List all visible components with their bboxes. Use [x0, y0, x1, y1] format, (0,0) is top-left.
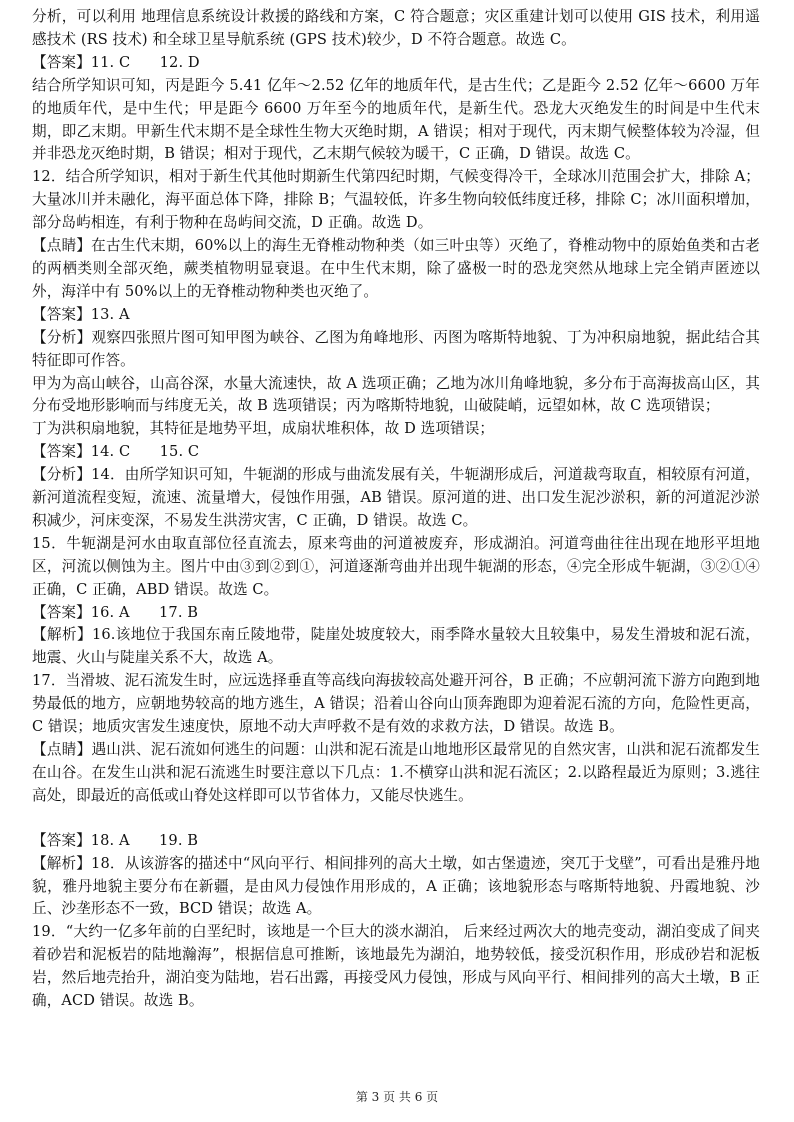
- paragraph-12-explanation: 12．结合所学知识，相对于新生代其他时期新生代第四纪时期，气候变得冷干，全球冰川范围会扩大，排除 A；大量冰川并未融化，海平面总体下降，排除 B；气温较低，许多生物向较低纬度迁移，排除 C；冰川面积增加，部分岛屿相连，有利于物种在岛屿间交流，D 正确。故选 D。: [32, 168, 760, 232]
- paragraph-11-explanation: 结合所学知识可知，丙是距今 5.41 亿年～2.52 亿年的地质年代，是古生代；乙是距今 2.52 亿年～6600 万年的地质年代，是中生代；甲是距今 6600 万年至今的地质年代，是新生代。恐龙大灭绝发生的时间是中生代末期，即乙末期。甲新生代末期不是全球性生物大灭绝时期，A 错误；相对于现代，丙末期气候整体较为冷湿，但并非恐龙灭绝时期，B 错误；相对于现代，乙末期气候较为暖干，C 正确，D 错误。故选 C。: [32, 76, 760, 163]
- paragraph-19-explanation: 19．“大约一亿多年前的白垩纪时，该地是一个巨大的淡水湖泊， 后来经过两次大的地壳变动，湖泊变成了间夹着砂岩和泥板岩的陆地瀚海”，根据信息可推断，该地最先为湖泊，地势较低，接受沉积作用，形成砂岩和泥板岩，然后地壳抬升，湖泊变为陆地，岩石出露，再接受风力侵蚀，形成与风向平行、相间排列的高大土墩，B 正确，ACD 错误。故选 B。: [32, 923, 760, 1010]
- tip-17: 【点睛】遇山洪、泥石流如何逃生的问题：山洪和泥石流是山地地形区最常见的自然灾害，山洪和泥石流都发生在山谷。在发生山洪和泥石流逃生时要注意以下几点：1.不横穿山洪和泥石流区；2.以路程最近为原则；3.逃往高处，即最近的高低或山脊处这样即可以节省体力，又能尽快逃生。: [32, 741, 760, 804]
- answer-line-14-15: 【答案】14. C 15. C: [32, 443, 200, 461]
- paragraph-analysis-11-tail: 分析，可以利用 地理信息系统设计救援的路线和方案，C 符合题意；灾区重建计划可以使用 GIS 技术，利用遥感技术 (RS 技术) 和全球卫星导航系统 (GPS 技术)较少，D 不符合题意。故选 C。: [32, 8, 760, 48]
- paragraph-13-explanation: 甲为为高山峡谷，山高谷深，水量大流速快，故 A 选项正确；乙地为冰川角峰地貌，多分布于高海拔高山区，其分布受地形影响而与纬度无关，故 B 选项错误；丙为喀斯特地貌，山破陡峭，远望如林，故 C 选项错误；: [32, 374, 760, 415]
- paragraph-17-explanation: 17．当滑坡、泥石流发生时，应远选择垂直等高线向海拔较高处避开河谷，B 正确；不应朝河流下游方向跑到地势最低的地方，应朝地势较高的地方逃生，A 错误；沿着山谷向山顶奔跑即为迎着泥石流的方向，危险性更高，C 错误；地质灾害发生速度快，原地不动大声呼救不是有效的求救方法，D 错误。故选 B。: [32, 672, 760, 736]
- analysis-14: 【分析】14．由所学知识可知，牛轭湖的形成与曲流发展有关，牛轭湖形成后，河道裁弯取直，相较原有河道，新河道流程变短，流速、流量增大，侵蚀作用强，AB 错误。原河道的进、出口发生泥沙淤积，新的河道泥沙淤积减少，河床变深，不易发生洪涝灾害，C 正确，D 错误。故选 C。: [32, 466, 760, 529]
- answer-line-13: 【答案】13. A: [32, 305, 130, 323]
- answer-explanation-body: [32, 6, 760, 1013]
- analysis-16: 【解析】16.该地位于我国东南丘陵地带，陡崖处坡度较大，雨季降水量较大且较集中，易发生滑坡和泥石流，地震、火山与陡崖关系不大，故选 A。: [32, 626, 760, 667]
- answer-line-18-19: 【答案】18. A 19. B: [32, 831, 199, 849]
- answer-line-16-17: 【答案】16. A 17. B: [32, 603, 199, 621]
- section-gap: [32, 808, 760, 830]
- paragraph-15-explanation: 15．牛轭湖是河水由取直部位径直流去，原来弯曲的河道被废弃，形成湖泊。河道弯曲往往出现在地形平坦地区，河流以侧蚀为主。图片中由③到②到①，河道逐渐弯曲并出现牛轭湖的形态，④完全形成牛轭湖，③②①④正确，C 正确，ABD 错误。故选 C。: [32, 534, 760, 598]
- analysis-18: 【解析】18．从该游客的描述中“风向平行、相间排列的高大土墩，如古堡遗迹，突兀于戈壁”，可看出是雅丹地貌，雅丹地貌主要分布在新疆，是由风力侵蚀作用形成的，A 正确；该地貌形态与喀斯特地貌、丹霞地貌、沙丘、沙垄形态不一致，BCD 错误；故选 A。: [32, 854, 760, 918]
- page-footer: 第 3 页 共 6 页: [355, 1090, 439, 1104]
- analysis-13: 【分析】观察四张照片图可知甲图为峡谷、乙图为角峰地形、丙图为喀斯特地貌、丁为冲积扇地貌，据此结合其特征即可作答。: [32, 328, 760, 369]
- tip-12: 【点睛】在古生代末期，60%以上的海生无脊椎动物种类（如三叶虫等）灭绝了，脊椎动物中的原始鱼类和古老的两栖类则全部灭绝，蕨类植物明显衰退。在中生代末期，除了盛极一时的恐龙突然从地球上完全销声匿迹以外，海洋中有 50%以上的无脊椎动物种类也灭绝了。: [32, 237, 760, 300]
- answer-line-11-12: 【答案】11. C 12. D: [32, 53, 200, 71]
- paragraph-13-option-d: 丁为洪积扇地貌，其特征是地势平坦，成扇状堆积体，故 D 选项错误；: [32, 420, 495, 438]
